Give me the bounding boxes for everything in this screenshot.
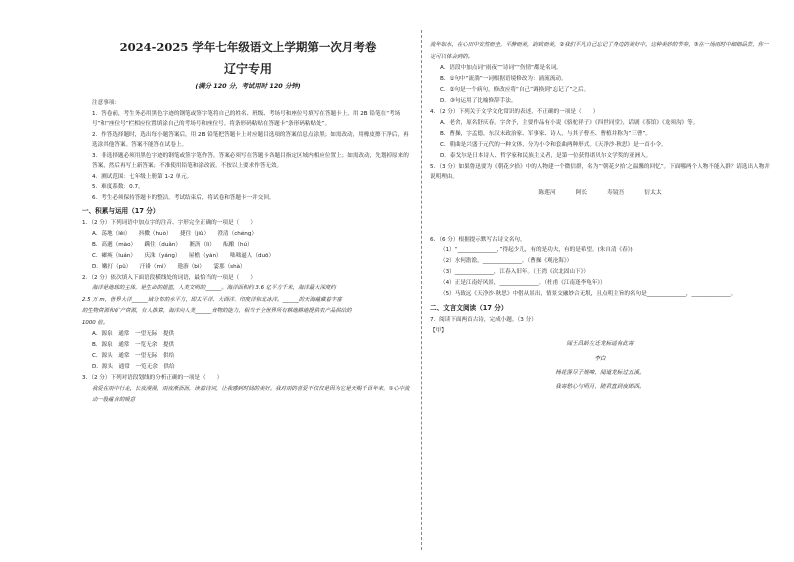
- notice-item: 5．难度系数：0.7。: [92, 184, 144, 190]
- question-2-option-c: C．源头 通常 一望无际 供给: [92, 353, 175, 359]
- question-3-option-d: D．③句运用了比喻修辞手法。: [440, 98, 517, 104]
- question-1-option-c: C．瘫痪（luán） 庆洙（yáng） 屋檐（yán） 咄咄逼人（duō）: [92, 252, 275, 259]
- question-1-stem: 1．（2 分）下列词语中加点字的注音、字形完全正确的一项是（ ）: [82, 220, 256, 226]
- poem-jia-label: 【甲】: [430, 327, 447, 334]
- notice-item: 4．测试范围：七年级上册第 1-2 单元。: [92, 173, 193, 180]
- name-option: 阿长: [575, 189, 588, 196]
- question-5-names: [430, 187, 770, 199]
- question-2-passage-line: 的生物资源和矿产资源，有人推算，海洋向人类______食物的能力，相当于全世界所有耕地耕地提供农产品供给的: [82, 308, 352, 314]
- notice-item: 3．非选择题必须用黑色字迹的钢笔或签字笔作答，答案必须写在答题卡各题目指定区域内相应位置上；如需改动，先划掉原来的答案，然后再写上新答案；不准使用铅笔和涂改液。不按以上要求作答无效。: [92, 152, 409, 169]
- question-4-option-d: D．泰戈尔是日本诗人、哲学家和民族主义者，是第一位获得诺贝尔文学奖的亚洲人。: [440, 152, 652, 159]
- poem-line: 我寄愁心与明月，随君直到夜郎西。: [555, 384, 645, 390]
- question-2-option-d: D．源头 通常 一览无余 供给: [92, 364, 175, 370]
- question-3-passage-continued: 流年如水，在心田中安然而坐，平静而美，韵致而美，②我们平凡自己忘记了身边的美好中。这种美妙的节奏，③在一场雨时中细细品尝，你一定可以体会到的。: [430, 42, 769, 60]
- question-6-item: （4）正是江南好风景，______________。（杜甫《江南逢李龟年》）: [440, 280, 606, 286]
- question-3-stem: 3．（2 分）下列对语段划线的分析正确的一项是（ ）: [82, 375, 223, 381]
- question-2-option-b: B．源泉 通常 一览无余 提供: [92, 342, 175, 348]
- question-2-passage-line: 1000 倍。: [82, 319, 109, 326]
- poem-author: 李白: [594, 356, 606, 362]
- name-option: 陈莲河: [538, 189, 556, 196]
- question-2-passage-line: 海洋是地球的主体，是生命的摇篮，人类文明的______。海洋面积约 3.6 亿平方千米，海洋最大深度约: [92, 285, 336, 291]
- question-6-item: （3）______________，江春入旧年。（王湾《次北固山下》）: [440, 269, 589, 275]
- question-6-item: （5）马致远《天净沙·秋思》中借从景出，情景交融妙合无垠，且点明主旨的名句是______________，______________。: [440, 291, 737, 297]
- notice-item: 1．答卷前，考生务必用黑色字迹的钢笔或签字笔将自己的姓名、班级、考场号和座位号填写在答题卡上，用 2B 铅笔在“考场号”和“座位号”栏相应位置填涂自己的考场号和座位号。将条形码粘贴在答题卡“条形码粘贴处”。: [92, 110, 401, 127]
- name-option: 衍太太: [644, 189, 662, 196]
- column-divider: [421, 30, 422, 550]
- question-4-option-b: B．曹操，字孟德，东汉末政治家、军事家、诗人，与其子曹丕、曹植并称为“三曹”。: [440, 130, 652, 137]
- question-3-option-c: C．②句是一个病句，修改应将“自己”调换到“忘记了”之后。: [440, 87, 590, 93]
- notice-item: 2．作答选择题时，选出每小题答案后，用 2B 铅笔把答题卡上对应题目选项的答案信息点涂黑；如需改动，用橡皮擦干净后，再选涂其他答案。答案不能答在试卷上。: [92, 131, 409, 148]
- poem-line: 杨花落尽子规啼，闻道龙标过五溪。: [555, 370, 645, 376]
- question-3-passage: 我爱在雨中行走，长夜漫漫，雨夜淅沥沥，读着诗词，让我感到时间的美好。我对雨的喜爱不仅仅是因为它是天赐千百年来，①心中流动一股蕴含的暖意: [92, 385, 410, 403]
- question-1-option-b: B．高邈（mào） 蹒住（duǎn） 淅沥（lì） 酝酿（hú）: [92, 241, 253, 248]
- question-1-option-a: A．荡地（lěi） 抖擞（huò） 捷往（jiǔ） 澄清（chéng）: [92, 230, 257, 237]
- question-6-item: （1）“______________，”得起少儿，有的是功夫，有的是希望。(朱自清《春》): [440, 247, 633, 253]
- section-heading-1: 一、积累与运用（17 分）: [82, 207, 160, 215]
- question-2-stem: 2．（2 分）依次填入下面语段横线处的词语，最恰当的一项是（ ）: [82, 274, 256, 281]
- exam-meta: (满分 120 分，考试用时 120 分钟): [195, 82, 301, 90]
- exam-title: 2024-2025 学年七年级语文上学期第一次月考卷: [119, 40, 377, 54]
- right-column: [430, 40, 770, 394]
- question-6-stem: 6．（6 分）根据提示默写古诗文名句。: [430, 236, 526, 243]
- question-2-option-a: A．源泉 通常 一望无际 提供: [92, 331, 175, 337]
- notice-item: 6．考生必须保持答题卡的整洁。考试结束后，将试卷和答题卡一并交回。: [92, 194, 275, 201]
- question-4-option-c: C．朝曲是兴盛于元代的一种文体，分为小令和套曲两种形式。《天净沙·秋思》是一首小令。: [440, 141, 667, 148]
- question-4-option-a: A．老舍，原名舒庆春，字舍予，主要作品有小说《骆驼祥子》《四世同堂》，话剧《茶馆》《龙须沟》等。: [440, 119, 699, 126]
- question-6-item: （2）水何澹澹，______________。（曹操《观沧海》）: [440, 258, 573, 264]
- question-7-stem: 7．阅读下面两首古诗，完成小题。（3 分）: [430, 317, 537, 323]
- name-option: 寿镜吾: [607, 189, 625, 196]
- question-3-option-a: A．语段中加点词“雨夜”“诗词”“伤情”都是名词。: [440, 65, 562, 71]
- exam-subtitle: 辽宁专用: [223, 62, 272, 76]
- question-1-option-d: D．嫩打（pǔ） 汗褂（mì） 遨游（bì） 霎那（shà）: [92, 263, 246, 270]
- section-heading-2: 二、文言文阅读（17 分）: [430, 304, 508, 312]
- question-4-stem: 4．（2 分）下列关于文学文化常识的表述，不正确的一项是（ ）: [430, 109, 599, 115]
- poem-title: 闻王昌龄左迁龙标遥有此寄: [566, 341, 634, 347]
- left-column: [82, 40, 414, 407]
- notice-heading: 注意事项：: [92, 100, 120, 106]
- question-3-option-b: B．①句中“流淌”一词根据语境修改为：涌流流动。: [440, 76, 567, 82]
- question-2-passage-line: 2.5 万 m，世界大洋______域分布的水平方，即太平洋、大西洋、印度洋和北冰洋。______的天海蕴藏着丰富: [82, 296, 342, 303]
- question-5-stem: 5．（3 分）如果鲁迅要为《朝花夕拾》中的人物建一个微信群，名为“‘朝花夕拾’之温馨的回忆”。下面哪两个人物不能入群？请选出人物并说明理由。: [430, 163, 770, 180]
